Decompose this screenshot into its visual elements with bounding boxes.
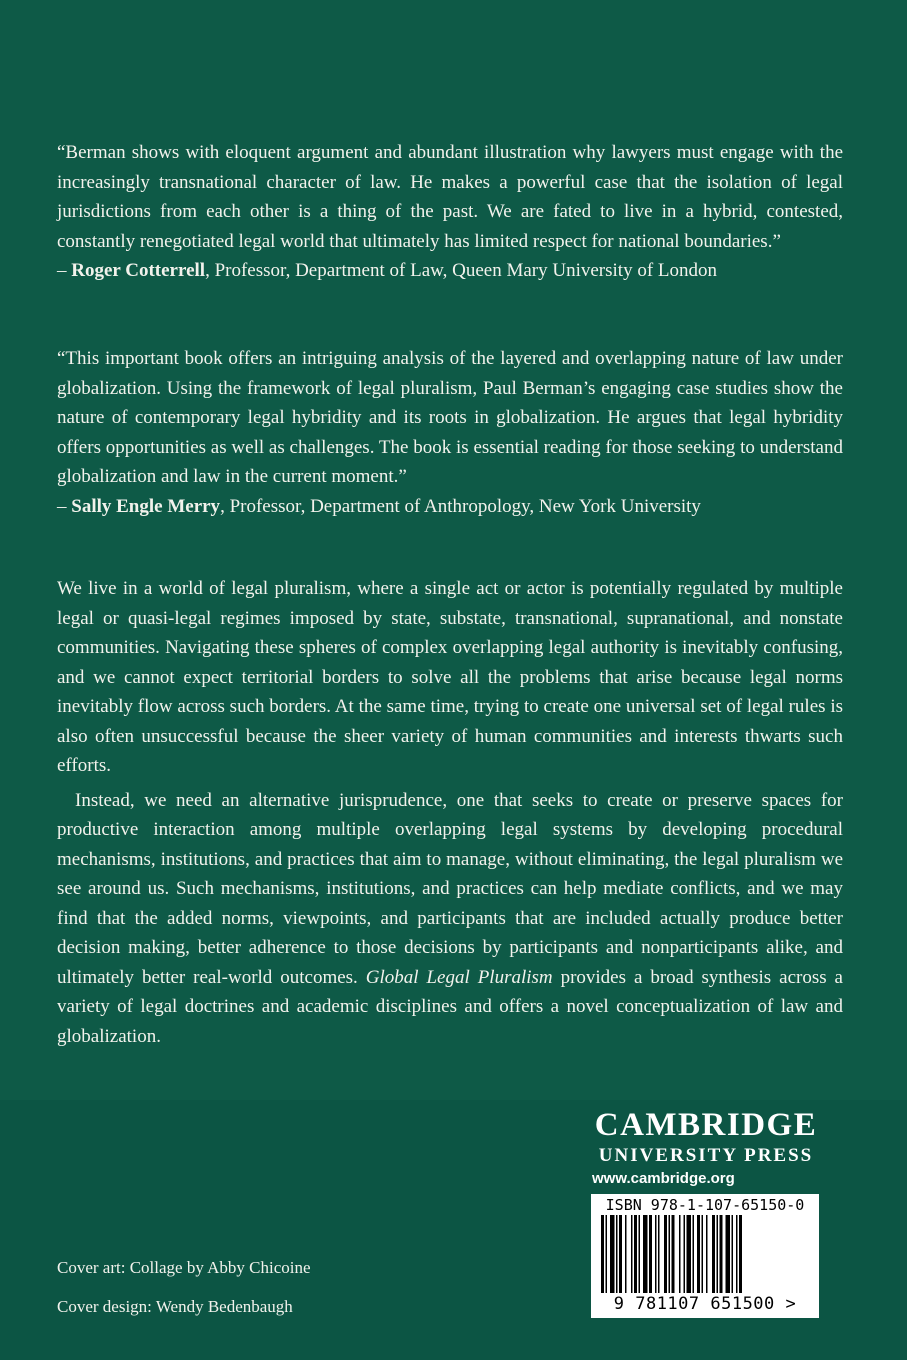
barcode-bar (720, 1215, 723, 1293)
barcode-bar (679, 1215, 681, 1293)
barcode-bars (597, 1215, 813, 1295)
publisher-subname: UNIVERSITY PRESS (598, 1145, 814, 1166)
barcode-bar (619, 1215, 622, 1293)
barcode-bar (601, 1215, 604, 1293)
barcode-bar (739, 1215, 742, 1293)
barcode-bar (643, 1215, 648, 1293)
description-paragraph-1: We live in a world of legal pluralism, where a single act or actor is potentially regulated by multiple legal or quasi-legal regimes imposed by state, substate, transnational, supranational, and nonstate communities. Navigating these spheres of complex overlapping legal authority is inevitably confusing, and we cannot expect territorial borders to solve all the problems that arise because legal norms inevitably flow across such borders. At the same time, trying to create one universal set of legal rules is also often unsuccessful because the sheer variety of human communities and interests thwarts such efforts. (57, 578, 843, 776)
barcode-bar (639, 1215, 641, 1293)
quote-affiliation: , Professor, Department of Anthropology, New York University (220, 495, 701, 517)
quote-author: Sally Engle Merry (71, 495, 221, 517)
barcode-bar (664, 1215, 667, 1293)
barcode-bar (732, 1215, 734, 1293)
barcode-bar (712, 1215, 715, 1293)
isbn-barcode (591, 1194, 819, 1318)
publisher-name: CAMBRIDGE (594, 1107, 818, 1143)
barcode-bar (726, 1215, 731, 1293)
barcode-bar (655, 1215, 657, 1293)
barcode-bar (693, 1215, 695, 1293)
endorsement-quote-2 (57, 344, 843, 521)
quote-text: “This important book offers an intriguing analysis of the layered and overlapping nature of law under globalization. Using the framework of legal pluralism, Paul Berman’s engaging case studies show the nature of contemporary legal hybridity and its roots in globalization. He argues that legal hybridity offers opportunities as well as challenges. The book is essential reading for those seeking to understand globalization and law in the current moment.” (57, 348, 843, 487)
barcode-bar (610, 1215, 615, 1293)
barcode-bar (706, 1215, 708, 1293)
quote-attribution: – Sally Engle Merry, Professor, Department of Anthropology, New York University (57, 495, 701, 517)
barcode-bar (649, 1215, 652, 1293)
barcode-bar (702, 1215, 704, 1293)
quote-affiliation: , Professor, Department of Law, Queen Mary University of London (205, 260, 718, 281)
barcode-bar (672, 1215, 675, 1293)
cover-art-credit: Cover art: Collage by Abby Chicoine (57, 1258, 311, 1277)
barcode-bar (658, 1215, 660, 1293)
barcode-bar (634, 1215, 637, 1293)
publisher-url: www.cambridge.org (592, 1170, 735, 1187)
publisher-logo (590, 1105, 822, 1187)
barcode-bar (697, 1215, 700, 1293)
book-title: Global Legal Pluralism (365, 966, 553, 988)
book-description (57, 574, 843, 1051)
isbn-label: ISBN 978-1-107-65150-0 (605, 1196, 805, 1214)
quote-attribution: – Roger Cotterrell, Professor, Department of Law, Queen Mary University of London (57, 260, 718, 281)
barcode-bar (669, 1215, 671, 1293)
endorsement-quote-1 (57, 138, 843, 286)
quote-author: Roger Cotterrell (71, 260, 206, 281)
barcode-bar (684, 1215, 686, 1293)
barcode-bar (687, 1215, 692, 1293)
description-paragraph-2: Instead, we need an alternative jurisprudence, one that seeks to create or preserve spaces for productive interaction among multiple overlapping legal systems by developing procedural mechanisms, institutions, and practices that aim to manage, without eliminating, the legal pluralism we see around us. Such mechanisms, institutions, and practices can help mediate conflicts, and we may find that the added norms, viewpoints, and participants that are included actually produce better decision making, better adherence to those decisions by participants and nonparticipants alike, and ultimately better real-world outcomes. Global Legal Pluralism provides a broad synthesis across a variety of legal doctrines and academic disciplines and offers a novel conceptualization of law and globalization. (57, 789, 843, 1047)
barcode-bar (736, 1215, 738, 1293)
quote-text: “Berman shows with eloquent argument and abundant illustration why lawyers must engage with the increasingly transnational character of law. He makes a powerful case that the isolation of legal jurisdictions from each other is a thing of the past. We are fated to live in a hybrid, contested, constantly renegotiated legal world that ultimately has limited respect for national boundaries.” (57, 142, 843, 252)
barcode-bar (717, 1215, 719, 1293)
cover-design-credit: Cover design: Wendy Bedenbaugh (57, 1297, 293, 1316)
barcode-bar (631, 1215, 633, 1293)
barcode-digits: 9 781107 651500 > (613, 1294, 797, 1314)
barcode-bar (606, 1215, 608, 1293)
barcode-bar (625, 1215, 627, 1293)
barcode-bar (616, 1215, 618, 1293)
